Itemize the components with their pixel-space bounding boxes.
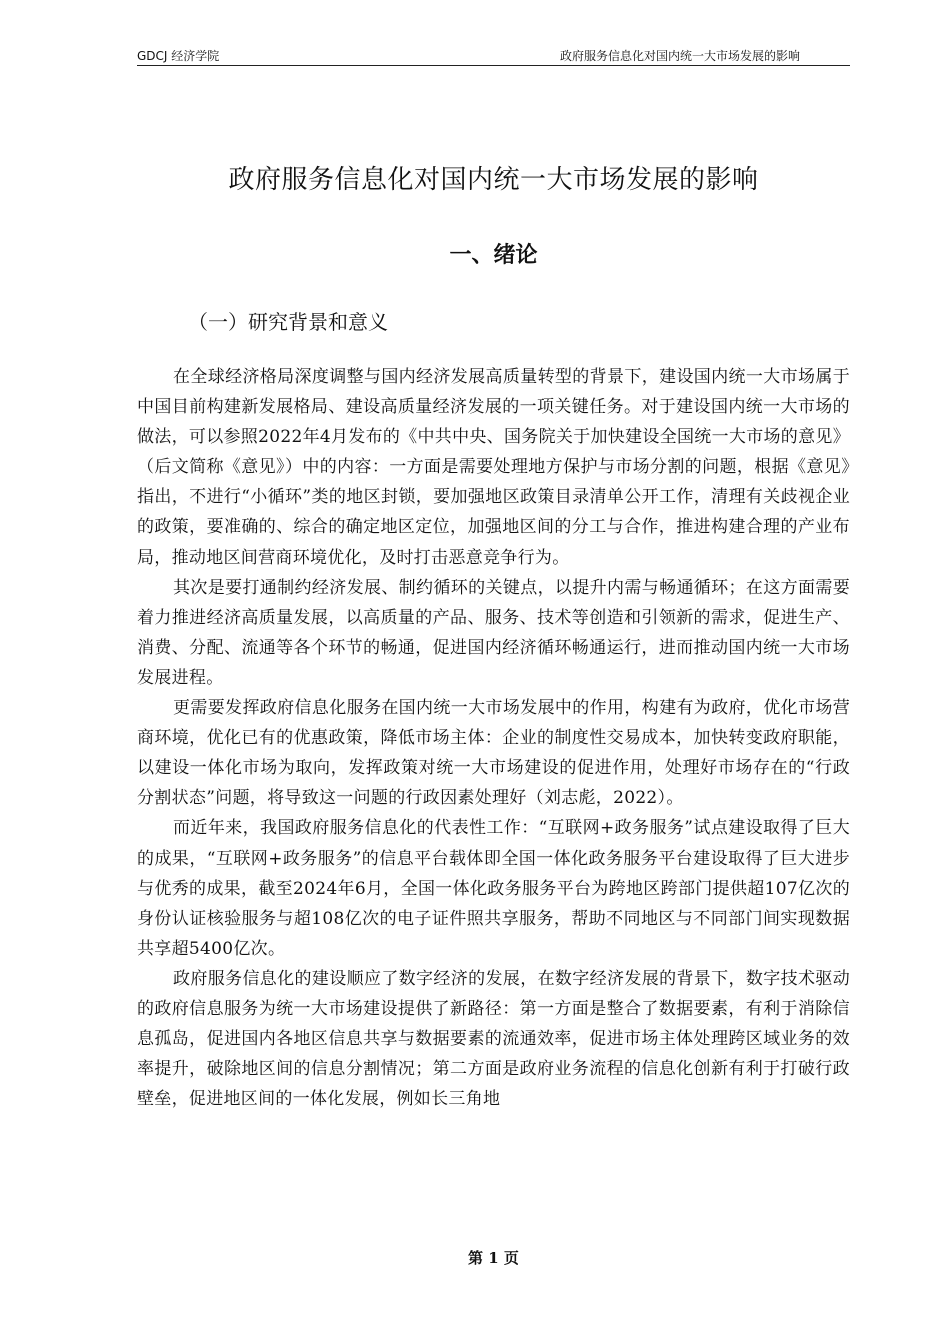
paragraph-5: 政府服务信息化的建设顺应了数字经济的发展，在数字经济发展的背景下，数字技术驱动的政府信息服务为统一大市场建设提供了新路径：第一方面是整合了数据要素，有利于消除信息孤岛，促进国内各地区信息共享与数据要素的流通效率，促进市场主体处理跨区域业务的效率提升，破除地区间的信息分割情况；第二方面是政府业务流程的信息化创新有利于打破行政壁垒，促进地区间的一体化发展，例如长三角地 <box>137 968 850 1110</box>
subsection-heading: （一）研究背景和意义 <box>188 310 388 334</box>
paragraph-3: 更需要发挥政府信息化服务在国内统一大市场发展中的作用，构建有为政府，优化市场营商环境，优化已有的优惠政策，降低市场主体：企业的制度性交易成本，加快转变政府职能，以建设一体化市场为取向，发挥政策对统一大市场建设的促进作用，处理好市场存在的“行政分割状态”问题，将导致这一问题的行政因素处理好（刘志彪，2022）。 <box>137 698 850 809</box>
paragraph-1: 在全球经济格局深度调整与国内经济发展高质量转型的背景下，建设国内统一大市场属于中国目前构建新发展格局、建设高质量经济发展的一项关键任务。对于建设国内统一大市场的做法，可以参照2022年4月发布的《中共中央、国务院关于加快建设全国统一大市场的意见》（后文简称《意见》）中的内容：一方面是需要处理地方保护与市场分割的问题，根据《意见》指出，不进行“小循环”类的地区封锁，要加强地区政策目录清单公开工作，清理有关歧视企业的政策，要准确的、综合的确定地区定位，加强地区间的分工与合作，推进构建合理的产业布局，推动地区间营商环境优化，及时打击恶意竞争行为。 <box>137 367 850 568</box>
page-number: 第 1 页 <box>468 1249 519 1267</box>
page-header <box>137 47 850 66</box>
paper-title: 政府服务信息化对国内统一大市场发展的影响 <box>228 165 759 195</box>
section-heading: 一、绪论 <box>449 243 538 268</box>
paragraph-4: 而近年来，我国政府服务信息化的代表性工作：“互联网+政务服务”试点建设取得了巨大的成果，“互联网+政务服务”的信息平台载体即全国一体化政务服务平台建设取得了巨大进步与优秀的成果，截至2024年6月，全国一体化政务服务平台为跨地区跨部门提供超107亿次的身份认证核验服务与超108亿次的电子证件照共享服务，帮助不同地区与不同部门间实现数据共享超5400亿次。 <box>137 818 850 959</box>
paragraph-2: 其次是要打通制约经济发展、制约循环的关键点，以提升内需与畅通循环；在这方面需要着力推进经济高质量发展，以高质量的产品、服务、技术等创造和引领新的需求，促进生产、消费、分配、流通等各个环节的畅通，促进国内经济循环畅通运行，进而推动国内统一大市场发展进程。 <box>137 577 850 688</box>
body-text <box>137 362 850 1114</box>
header-left-text: GDCJ 经济学院 <box>137 49 220 63</box>
header-right-text: 政府服务信息化对国内统一大市场发展的影响 <box>559 49 800 63</box>
